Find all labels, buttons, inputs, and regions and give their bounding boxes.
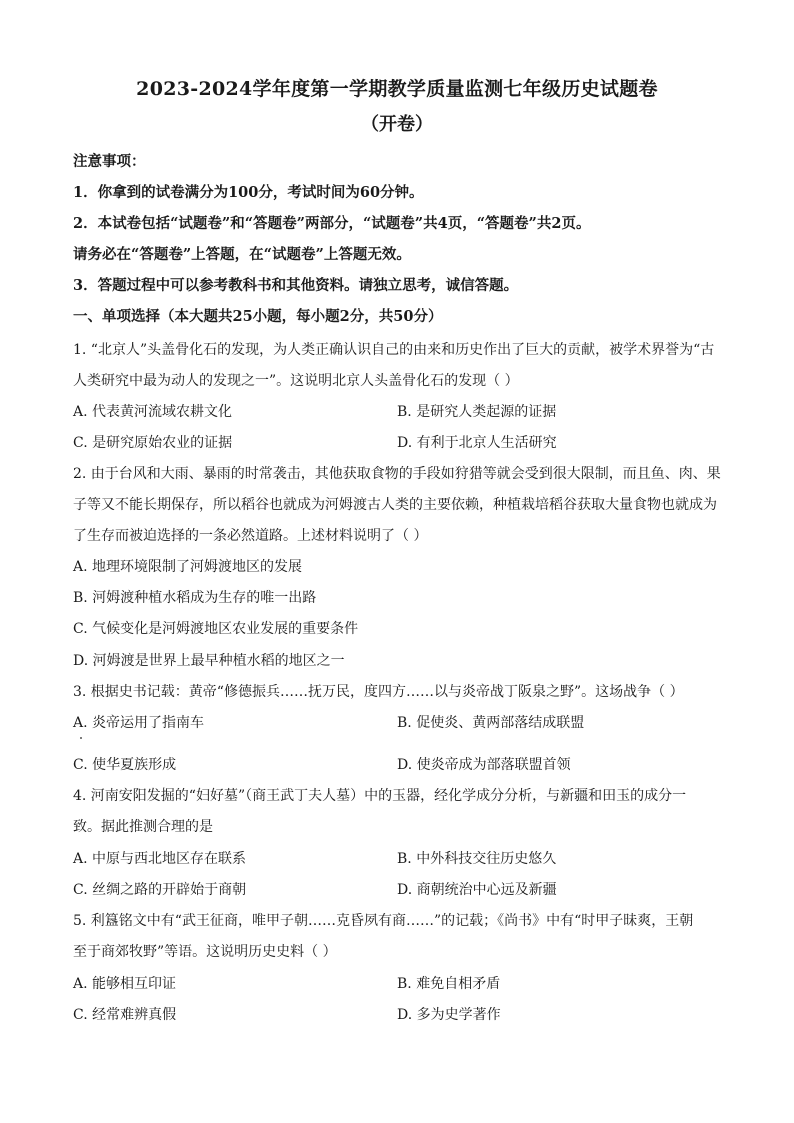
stray-dot [80, 737, 82, 739]
question-5-option-b: B. 难免自相矛盾 [397, 976, 501, 992]
question-1-option-c: C. 是研究原始农业的证据 [73, 435, 233, 451]
question-5-option-a: A. 能够相互印证 [73, 976, 177, 992]
question-5-stem-line-2: 至于商郊牧野”等语。这说明历史史料（ ） [73, 944, 337, 960]
question-2-option-a: A. 地理环境限制了河姆渡地区的发展 [73, 559, 303, 575]
question-1-option-b: B. 是研究人类起源的证据 [397, 404, 557, 420]
notice-item-2-line-2: 请务必在“答题卷”上答题，在“试题卷”上答题无效。 [73, 246, 411, 263]
question-2-option-b: B. 河姆渡种植水稻成为生存的唯一出路 [73, 590, 317, 606]
question-5-option-d: D. 多为史学著作 [397, 1007, 501, 1023]
question-4-option-d: D. 商朝统治中心远及新疆 [397, 882, 557, 898]
question-1-option-a: A. 代表黄河流域农耕文化 [73, 404, 233, 420]
question-4-option-c: C. 丝绸之路的开辟始于商朝 [73, 882, 247, 898]
question-4-stem-line-1: 4. 河南安阳发掘的“妇好墓”（商王武丁夫人墓）中的玉器，经化学成分分析，与新疆和田玉的成分一 [73, 788, 687, 804]
exam-title: 2023-2024学年度第一学期教学质量监测七年级历史试题卷 [136, 78, 658, 100]
question-2-option-d: D. 河姆渡是世界上最早种植水稻的地区之一 [73, 653, 345, 669]
question-3-option-c: C. 使华夏族形成 [73, 757, 177, 773]
notice-item-2-line-1: 2．本试卷包括“试题卷”和“答题卷”两部分，“试题卷”共4页，“答题卷”共2页。 [73, 215, 591, 232]
question-3-stem-line-1: 3. 根据史书记载：黄帝“修德振兵……抚万民，度四方……以与炎帝战丁阪泉之野”。这场战争（ ） [73, 684, 684, 700]
question-1-option-d: D. 有利于北京人生活研究 [397, 435, 557, 451]
question-3-option-d: D. 使炎帝成为部落联盟首领 [397, 757, 571, 773]
question-3-option-b: B. 促使炎、黄两部落结成联盟 [397, 715, 585, 731]
question-4-option-a: A. 中原与西北地区存在联系 [73, 851, 247, 867]
question-1-stem-line-2: 人类研究中最为动人的发现之一”。这说明北京人头盖骨化石的发现（ ） [73, 373, 519, 389]
question-2-stem-line-1: 2. 由于台风和大雨、暴雨的时常袭击，其他获取食物的手段如狩猎等就会受到很大限制，而且鱼、肉、果 [73, 466, 721, 482]
question-4-option-b: B. 中外科技交往历史悠久 [397, 851, 557, 867]
notice-item-3: 3．答题过程中可以参考教科书和其他资料。请独立思考，诚信答题。 [73, 277, 519, 294]
question-1-stem-line-1: 1. “北京人”头盖骨化石的发现，为人类正确认识自己的由来和历史作出了巨大的贡献，被学术界誉为“古 [73, 342, 715, 358]
question-2-stem-line-3: 了生存而被迫选择的一条必然道路。上述材料说明了（ ） [73, 528, 428, 544]
question-2-stem-line-2: 子等又不能长期保存，所以稻谷也就成为河姆渡古人类的主要依赖，种植栽培稻谷获取大量食物也就成为 [73, 497, 717, 513]
section-heading: 一、单项选择（本大题共25小题，每小题2分，共50分） [73, 308, 443, 325]
notice-item-1: 1．你拿到的试卷满分为100分，考试时间为60分钟。 [73, 184, 424, 201]
question-4-stem-line-2: 致。据此推测合理的是 [73, 819, 213, 835]
question-5-option-c: C. 经常难辨真假 [73, 1007, 177, 1023]
question-2-option-c: C. 气候变化是河姆渡地区农业发展的重要条件 [73, 621, 359, 637]
notice-heading: 注意事项： [73, 153, 146, 170]
exam-subtitle: （开卷） [361, 114, 433, 135]
question-5-stem-line-1: 5. 利簋铭文中有“武王征商，唯甲子朝……克昏夙有商……”的记载；《尚书》中有“时甲子昧爽，王朝 [73, 913, 694, 929]
question-3-option-a: A. 炎帝运用了指南车 [73, 715, 205, 731]
